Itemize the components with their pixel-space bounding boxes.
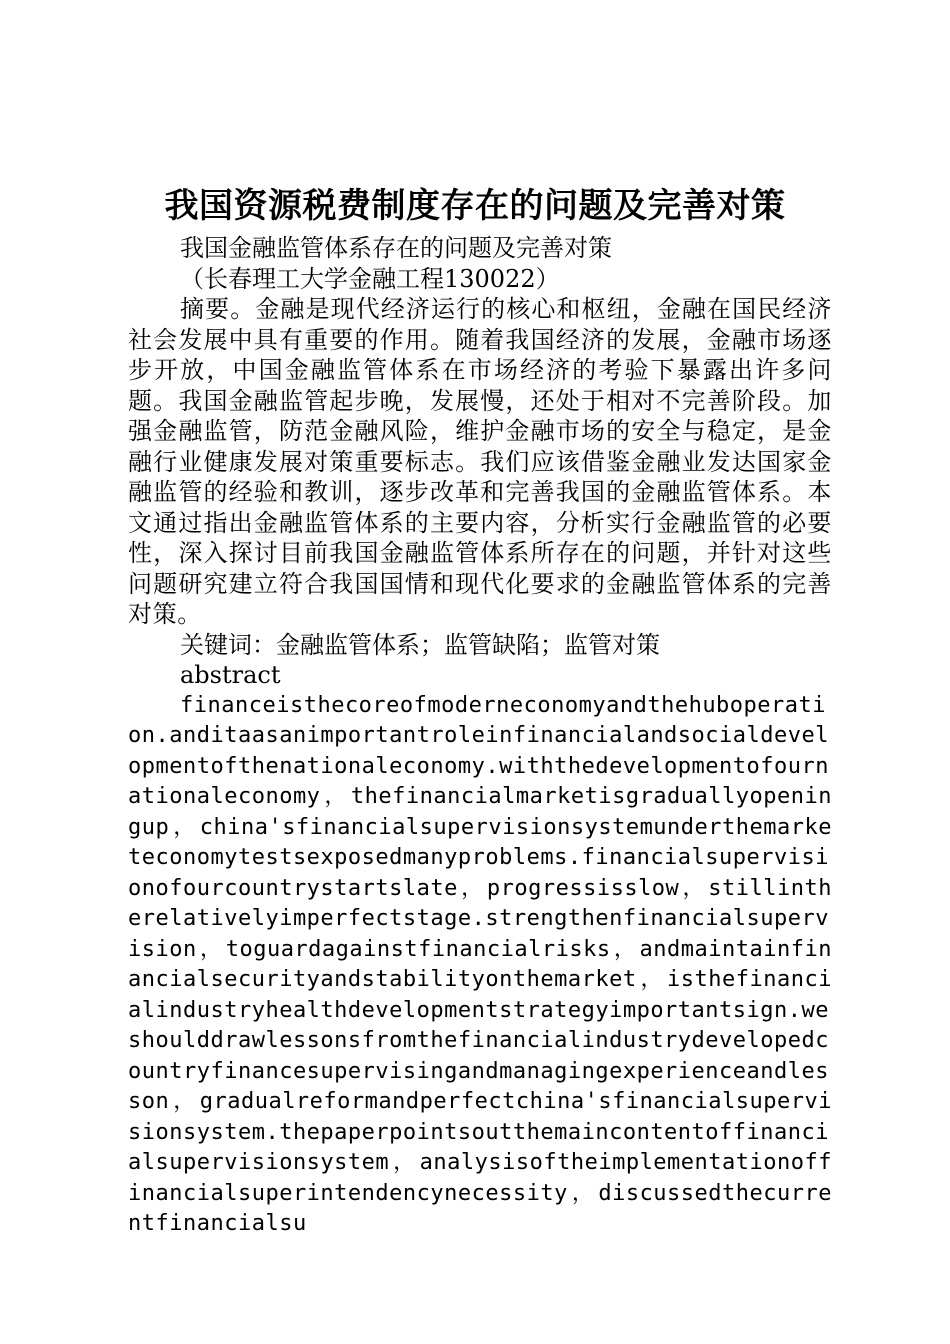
abstract-label: abstract: [180, 661, 281, 689]
keywords: 关键词：金融监管体系；监管缺陷；监管对策: [180, 630, 660, 659]
subtitle: 我国金融监管体系存在的问题及完善对策: [180, 234, 612, 262]
english-abstract: financeisthecoreofmoderneconomyandthehuboperation.anditaasanimportantroleinfinancialandsocialdevelopmentofthenationaleconomy.withthedevelopmentofournationaleconomy，thefinancialmarketisgraduallyopeningup，china'sfinancialsupervisionsystemunderthemarketeconomytestsexposedmanyproblems.financialsupervisionofourcountrystartslate，progressisslow，stillintherelativelyimperfectstage.strengthenfinancialsupervision，toguardagainstfinancialrisks，andmaintainfinancialsecurityandstabilityonthemarket，isthefinancialindustryhealthdevelopmentstrategyimportantsign.weshoulddrawlessonsfromthefinancialindustrydevelopedcountryfinancesupervisingandmanagingexperienceandlesson，gradualreformandperfectchina'sfinancialsupervisionsystem.thepaperpointsoutthemaincontentoffinancialsupervisionsystem，analysisoftheimplementationoffinancialsuperintendencynecessity，discussedthecurrentfinancialsu: [128, 692, 832, 1236]
document-title: 我国资源税费制度存在的问题及完善对策: [164, 186, 786, 226]
affiliation: （长春理工大学金融工程130022）: [180, 264, 560, 293]
chinese-abstract: 摘要。金融是现代经济运行的核心和枢纽，金融在国民经济社会发展中具有重要的作用。随着我国经济的发展，金融市场逐步开放，中国金融监管体系在市场经济的考验下暴露出许多问题。我国金融监管起步晚，发展慢，还处于相对不完善阶段。加强金融监管，防范金融风险，维护金融市场的安全与稳定，是金融行业健康发展对策重要标志。我们应该借鉴金融业发达国家金融监管的经验和教训，逐步改革和完善我国的金融监管体系。本文通过指出金融监管体系的主要内容，分析实行金融监管的必要性，深入探讨目前我国金融监管体系所存在的问题，并针对这些问题研究建立符合我国国情和现代化要求的金融监管体系的完善对策。: [128, 295, 832, 628]
document-body: [128, 233, 832, 1240]
